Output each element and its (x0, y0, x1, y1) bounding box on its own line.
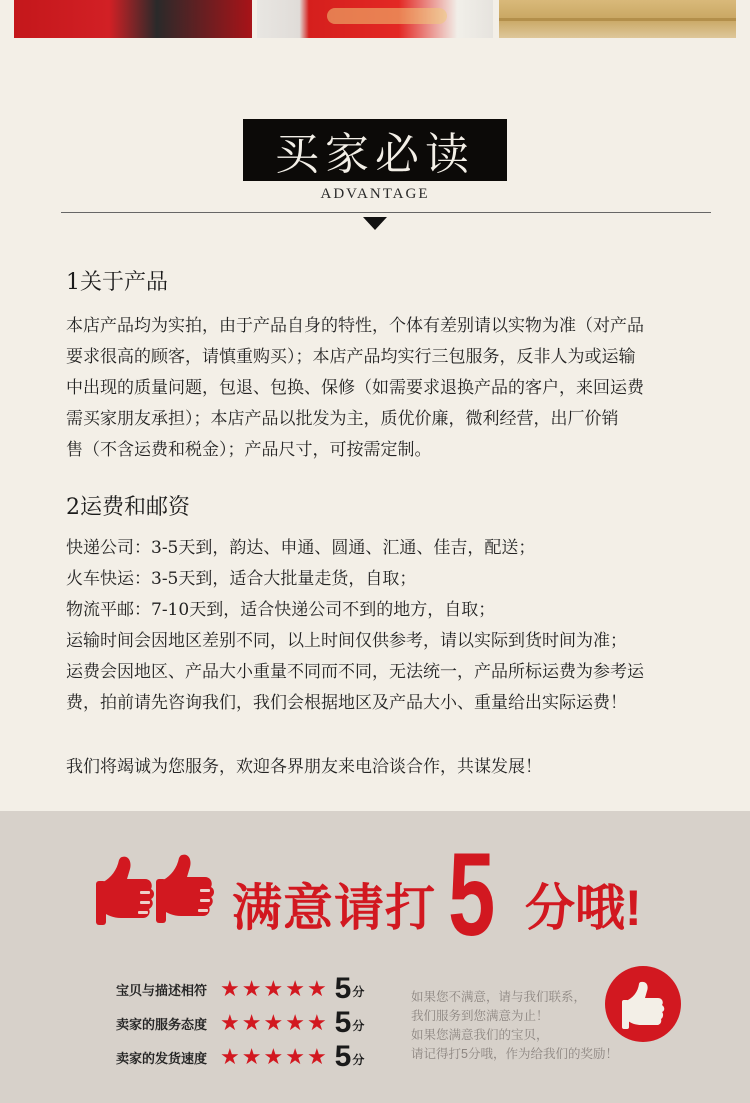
text-line: 我们将竭诚为您服务，欢迎各界朋友来电洽谈合作，共谋发展！ (66, 757, 542, 777)
rating-unit: 分 (352, 985, 365, 999)
star-icon: ★ (220, 1044, 240, 1069)
star-icon: ★ (306, 976, 327, 1001)
star-icon: ★ (220, 976, 240, 1001)
star-icon: ★ (306, 1044, 327, 1069)
rating-unit: 分 (352, 1053, 365, 1067)
page-subtitle: ADVANTAGE (320, 186, 430, 202)
rating-row (116, 1042, 364, 1072)
rating-row (116, 974, 364, 1004)
rating-label: 卖家的发货速度 (116, 1050, 208, 1066)
closing-text (66, 752, 696, 783)
thumbs-up-pair-icon (94, 851, 224, 933)
slogan-text: 满意请打 (232, 880, 436, 936)
text-line: 要求很高的顾客，请慎重购买）；本店产品均实行三包服务，反非人为或运输 (66, 347, 636, 367)
rating-note (411, 988, 618, 1064)
text-line: 售（不含运费和税金）；产品尺寸，可按需定制。 (66, 440, 432, 460)
thumbs-up-icon (605, 966, 681, 1042)
star-icon: ★ (241, 976, 262, 1001)
star-icon: ★ (263, 1044, 284, 1069)
page-title: 买家必读 (243, 119, 507, 181)
rating-row (116, 1008, 364, 1038)
text-line: 需买家朋友承担）；本店产品以批发为主，质优价廉，微利经营，出厂价销 (66, 409, 619, 429)
star-icon: ★ (285, 1044, 305, 1069)
rating-score: 5 (334, 1006, 352, 1039)
text-line: 火车快运：3-5天到，适合大批量走货，自取； (66, 569, 417, 589)
note-line: 我们服务到您满意为止！ (411, 1009, 549, 1023)
star-icon: ★ (220, 1010, 240, 1035)
star-icon: ★ (241, 1010, 262, 1035)
text-line: 运输时间会因地区差别不同，以上时间仅供参考，请以实际到货时间为准； (66, 631, 627, 651)
section-body (66, 533, 696, 719)
rating-label: 宝贝与描述相符 (116, 982, 208, 998)
slogan-text: 分哦! (525, 880, 642, 936)
triangle-down-icon (363, 217, 387, 230)
section-heading: 2运费和邮资 (66, 495, 190, 520)
text-line: 运费会因地区、产品大小重量不同而不同，无法统一，产品所标运费为参考运 (66, 662, 644, 682)
note-line: 如果您不满意，请与我们联系， (411, 990, 587, 1004)
rating-score: 5 (334, 1040, 352, 1073)
slogan-number: 5 (448, 829, 496, 961)
text-line: 费，拍前请先咨询我们，我们会根据地区及产品大小、重量给出实际运费！ (66, 693, 627, 713)
star-icon: ★ (285, 976, 305, 1001)
star-icon: ★ (263, 1010, 284, 1035)
text-line: 中出现的质量问题，包退、包换、保修（如需要求退换产品的客户，来回运费 (66, 378, 644, 398)
rating-score: 5 (334, 972, 352, 1005)
text-line: 本店产品均为实拍，由于产品自身的特性，个体有差别请以实物为准（对产品 (66, 316, 644, 336)
star-icon: ★ (241, 1044, 262, 1069)
star-rating (220, 1012, 327, 1034)
divider (61, 212, 711, 213)
star-icon: ★ (263, 976, 284, 1001)
thumbs-up-circle-icon (605, 966, 681, 1042)
star-icon: ★ (285, 1010, 305, 1035)
text-line: 快递公司：3-5天到，韵达、申通、圆通、汇通、佳吉，配送； (66, 538, 536, 558)
note-line: 如果您满意我们的宝贝， (411, 1028, 549, 1042)
product-photo-strip (0, 0, 750, 38)
product-photo (499, 0, 736, 38)
product-photo (257, 0, 493, 38)
note-line: 请记得打5分哦，作为给我们的奖励！ (411, 1047, 618, 1061)
section-heading: 1关于产品 (66, 270, 168, 295)
text-line: 物流平邮：7-10天到，适合快递公司不到的地方，自取； (66, 600, 496, 620)
star-rating (220, 978, 327, 1000)
rating-label: 卖家的服务态度 (116, 1016, 208, 1032)
star-icon: ★ (306, 1010, 327, 1035)
product-photo (14, 0, 252, 38)
rating-unit: 分 (352, 1019, 365, 1033)
star-rating (220, 1046, 327, 1068)
section-body (66, 311, 696, 466)
